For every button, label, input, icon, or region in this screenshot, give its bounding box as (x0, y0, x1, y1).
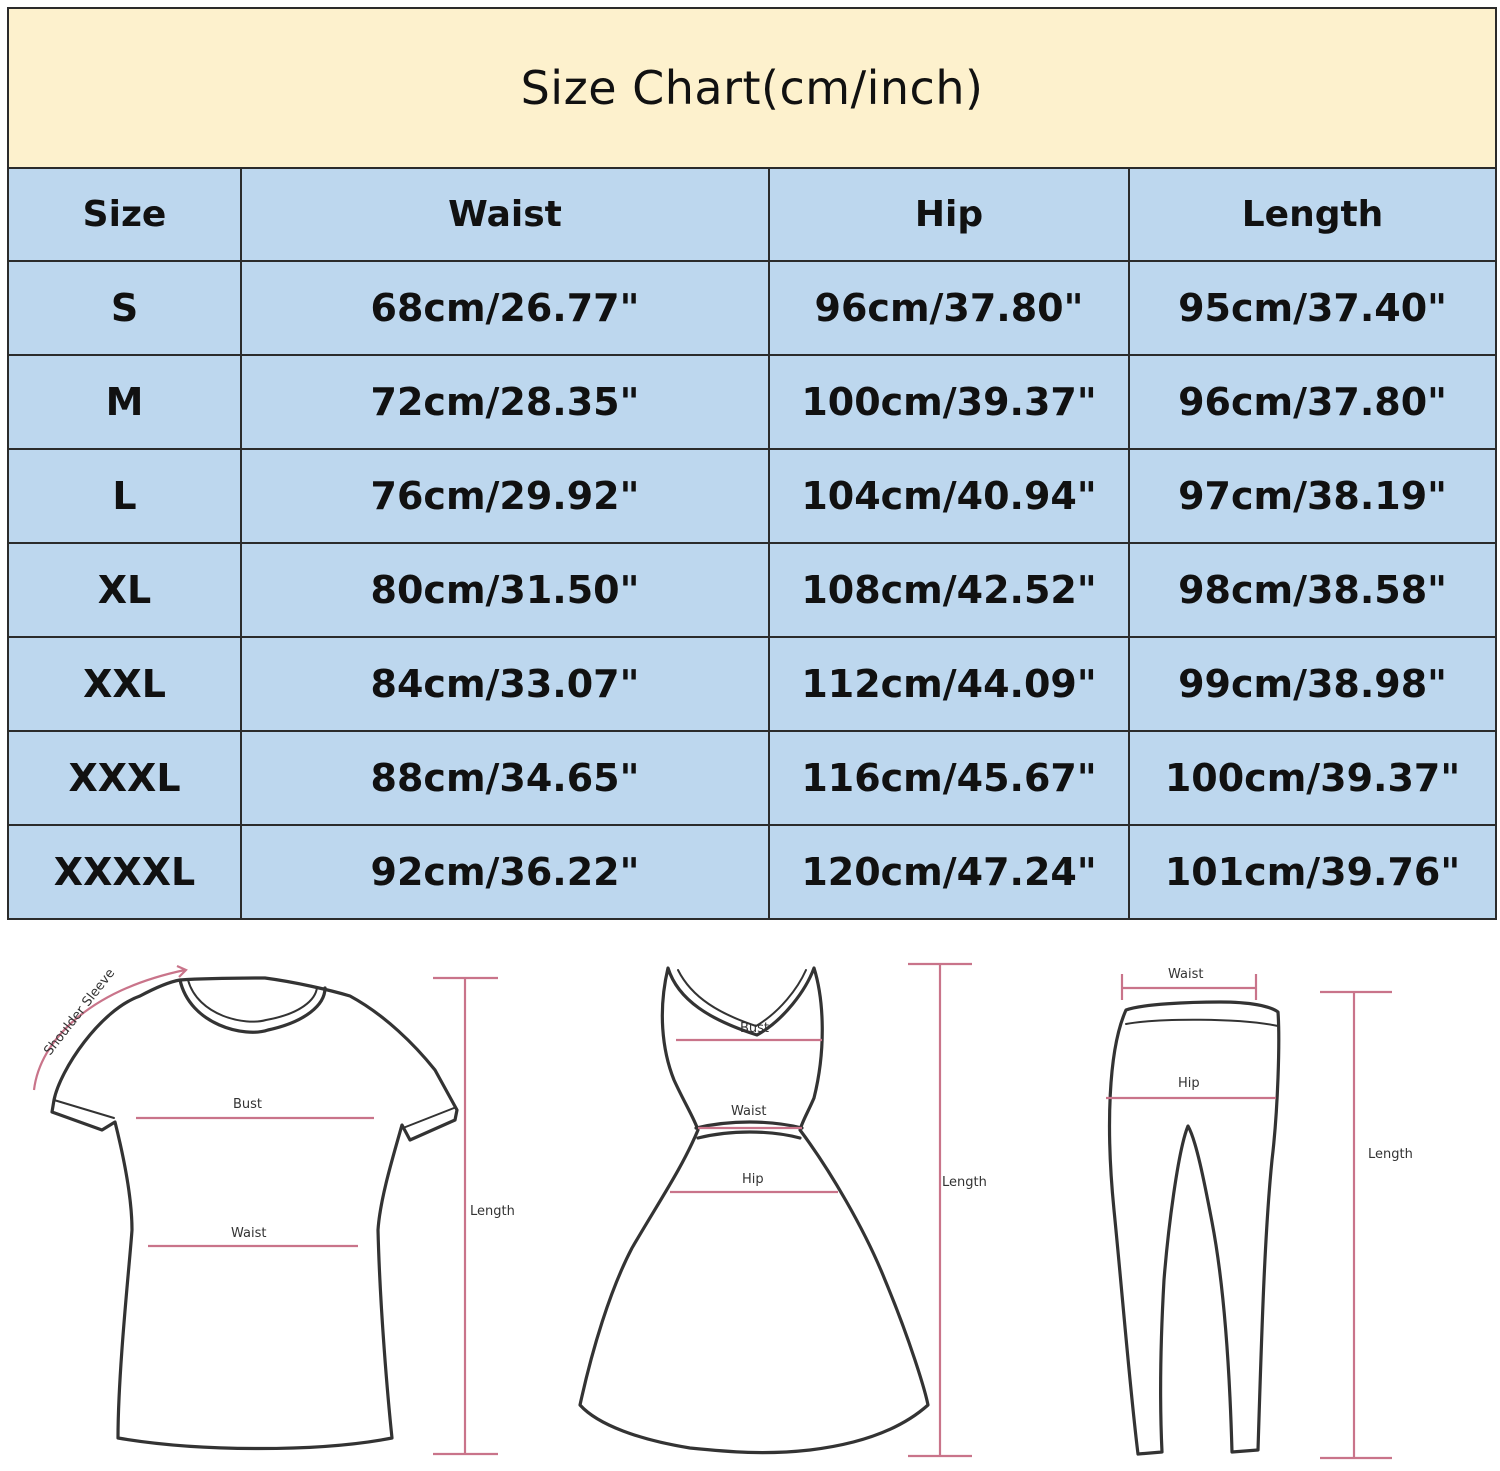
waist-label: Waist (1168, 967, 1204, 982)
bust-label: Bust (233, 1097, 263, 1112)
length-cell: 97cm/38.19" (1129, 449, 1496, 543)
column-header-size: Size (8, 168, 241, 261)
length-cell: 101cm/39.76" (1129, 825, 1496, 919)
table-row (8, 731, 1496, 825)
waist-cell: 80cm/31.50" (241, 543, 769, 637)
waist-label: Waist (231, 1226, 267, 1241)
size-chart-table (7, 7, 1497, 920)
hip-label: Hip (1178, 1076, 1200, 1091)
hip-cell: 112cm/44.09" (769, 637, 1129, 731)
dress-diagram (570, 930, 1020, 1471)
dress-neckline (678, 970, 806, 1026)
table-row (8, 543, 1496, 637)
length-label: Length (470, 1204, 515, 1219)
hip-cell: 100cm/39.37" (769, 355, 1129, 449)
size-cell: M (8, 355, 241, 449)
table-row (8, 825, 1496, 919)
size-cell: S (8, 261, 241, 355)
size-cell: XXXXL (8, 825, 241, 919)
table-row (8, 355, 1496, 449)
hip-cell: 104cm/40.94" (769, 449, 1129, 543)
pants-icon (1080, 930, 1490, 1471)
waist-cell: 76cm/29.92" (241, 449, 769, 543)
waist-cell: 72cm/28.35" (241, 355, 769, 449)
shoulder-sleeve-label: Shoulder Sleeve (41, 966, 119, 1059)
dress-icon (570, 930, 1020, 1471)
hip-label: Hip (742, 1172, 764, 1187)
hip-cell: 96cm/37.80" (769, 261, 1129, 355)
tshirt-icon (20, 930, 540, 1471)
waist-cell: 84cm/33.07" (241, 637, 769, 731)
pants-diagram (1080, 930, 1490, 1471)
length-cell: 100cm/39.37" (1129, 731, 1496, 825)
hip-cell: 116cm/45.67" (769, 731, 1129, 825)
length-label: Length (1368, 1147, 1413, 1162)
waist-label: Waist (731, 1104, 767, 1119)
chart-title: Size Chart(cm/inch) (8, 8, 1496, 168)
pants-outline (1110, 1002, 1279, 1454)
table-row (8, 449, 1496, 543)
garment-illustrations (0, 930, 1500, 1471)
length-label: Length (942, 1175, 987, 1190)
tshirt-outline (52, 978, 457, 1449)
length-cell: 99cm/38.98" (1129, 637, 1496, 731)
pants-waistband (1126, 1020, 1278, 1026)
tshirt-diagram (20, 930, 540, 1471)
size-cell: XXL (8, 637, 241, 731)
column-header-length: Length (1129, 168, 1496, 261)
length-cell: 95cm/37.40" (1129, 261, 1496, 355)
tshirt-collar-inner (188, 980, 317, 1022)
hip-cell: 120cm/47.24" (769, 825, 1129, 919)
dress-waistband (696, 1122, 802, 1138)
size-cell: L (8, 449, 241, 543)
column-header-hip: Hip (769, 168, 1129, 261)
waist-cell: 88cm/34.65" (241, 731, 769, 825)
table-row (8, 261, 1496, 355)
size-cell: XL (8, 543, 241, 637)
hip-cell: 108cm/42.52" (769, 543, 1129, 637)
bust-label: Bust (740, 1021, 770, 1036)
size-cell: XXXL (8, 731, 241, 825)
length-cell: 98cm/38.58" (1129, 543, 1496, 637)
waist-cell: 92cm/36.22" (241, 825, 769, 919)
table-row (8, 637, 1496, 731)
column-header-waist: Waist (241, 168, 769, 261)
waist-cell: 68cm/26.77" (241, 261, 769, 355)
length-cell: 96cm/37.80" (1129, 355, 1496, 449)
